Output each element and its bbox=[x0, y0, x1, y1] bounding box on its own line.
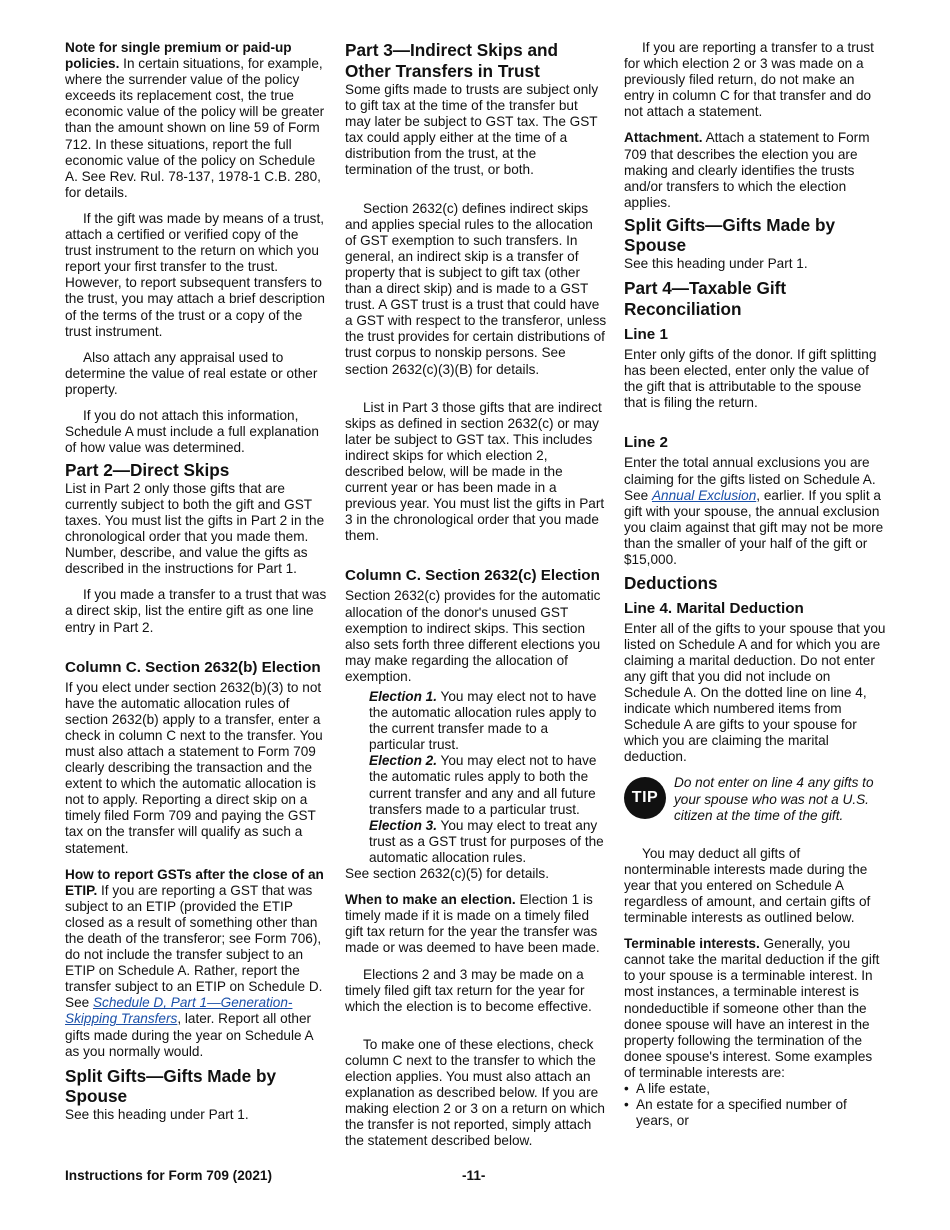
text: Attach a statement to Form 709 that describes the election you are making and clearly identifies the trusts and/or transfers to which the election applies. bbox=[624, 130, 870, 210]
paragraph: List in Part 2 only those gifts that are currently subject to both the gift and GST taxes. You must list the gifts in Part 2 in the chronological order that you made them. Number, describe, and value the gifts as described in the instructions for Part 1. bbox=[65, 480, 325, 577]
run-in-heading: Attachment. bbox=[624, 130, 703, 146]
election-label: Election 1. bbox=[369, 689, 437, 704]
tip-label: TIP bbox=[631, 789, 659, 807]
paragraph: If the gift was made by means of a trust, attach a certified or verified copy of the trust instrument to the return on which you report your first transfer to the trust. However, to report subsequent transfers to the trust, you may attach a brief description of the terms of the trust or a copy of the trust instrument. bbox=[65, 210, 325, 339]
column-2 bbox=[345, 40, 607, 1149]
text: Election 1 is timely made if it is made on a timely filed gift tax return for the year the transfer was made or was deemed to have been made. bbox=[345, 892, 600, 956]
paragraph: Enter only gifts of the donor. If gift splitting has been elected, enter only the value of the gift that is attributable to the spouse that is filing the return. bbox=[624, 347, 877, 411]
subheading-column-c: Column C. Section 2632(b) Election bbox=[65, 658, 321, 676]
paragraph: See this heading under Part 1. bbox=[624, 255, 808, 271]
column-3 bbox=[624, 40, 886, 1129]
section-heading-split-gifts: Split Gifts—Gifts Made by Spouse bbox=[65, 1065, 277, 1107]
run-in-heading: Note for single premium or paid-up policies. bbox=[65, 40, 292, 72]
list-item: • A life estate, bbox=[624, 1081, 886, 1097]
paragraph bbox=[345, 892, 607, 956]
section-heading-split-gifts: Split Gifts—Gifts Made by Spouse bbox=[624, 214, 836, 256]
page-number: -11- bbox=[462, 1168, 486, 1183]
paragraph: Elections 2 and 3 may be made on a timely filed gift tax return for the year for which the election is to become effective. bbox=[345, 966, 592, 1014]
paragraph: Section 2632(c) provides for the automatic allocation of the donor's unused GST exemption to indirect skips. This section also sets forth three different elections you may make regarding the allocation of exemption. bbox=[345, 588, 601, 684]
election-label: Election 2. bbox=[369, 753, 437, 769]
election-3 bbox=[369, 818, 607, 866]
run-in-heading: How to report GSTs after the close of an ETIP. bbox=[65, 866, 324, 898]
paragraph: Also attach any appraisal used to determine the value of real estate or other property. bbox=[65, 349, 318, 397]
paragraph: You may deduct all gifts of nonterminable interests made during the year that you entered on Schedule A regardless of amount, and certain gifts of terminable interests as outlined below. bbox=[624, 845, 871, 926]
section-heading-part4: Part 4—Taxable Gift Reconciliation bbox=[624, 278, 787, 319]
paragraph bbox=[65, 867, 327, 1060]
election-list bbox=[345, 689, 607, 866]
section-heading-deductions: Deductions bbox=[624, 573, 718, 594]
paragraph: See this heading under Part 1. bbox=[65, 1106, 249, 1122]
bullet-list bbox=[624, 1081, 886, 1129]
text: , later. Report all other gifts made during the year on Schedule A as you normally would. bbox=[65, 1011, 313, 1059]
column-1 bbox=[65, 40, 327, 1123]
election-1 bbox=[369, 689, 607, 753]
subheading-line-1: Line 1 bbox=[624, 326, 668, 344]
paragraph: See section 2632(c)(5) for details. bbox=[345, 866, 550, 882]
section-heading-part3: Part 3—Indirect Skips and Other Transfers in Trust bbox=[345, 40, 558, 81]
subheading-line-4: Line 4. Marital Deduction bbox=[624, 599, 804, 617]
paragraph: If you elect under section 2632(b)(3) to not have the automatic allocation rules of section 2632(b) apply to a transfer, enter a check in column C next to the transfer. You must also attach a statement to Form 709 clearly describing the transaction and the extent to which the automatic allocation is not to apply. Reporting a direct skip on a timely filed Form 709 and paying the GST tax on the transfer will qualify as such a statement. bbox=[65, 679, 323, 856]
text: Enter the total annual exclusions you are claiming for the gifts listed on Schedule A. See bbox=[624, 455, 876, 503]
text: In certain situations, for example, where the surrender value of the policy exceeds its replacement cost, the true economic value of the policy will be greater than the amount shown on line 59 of Form 712. In these situations, report the full economic value of the policy on Schedule A. See Rev. Rul. 78-137, 1978-1 C.B. 280, for details. bbox=[65, 56, 325, 200]
list-item: • An estate for a specified number of years, or bbox=[624, 1097, 886, 1129]
election-2 bbox=[369, 753, 607, 817]
tip-text: Do not enter on line 4 any gifts to your spouse who was not a U.S. citizen at the time of the gift. bbox=[674, 775, 874, 823]
paragraph: If you made a transfer to a trust that was a direct skip, list the entire gift as one line entry in Part 2. bbox=[65, 587, 327, 635]
run-in-heading: Terminable interests. bbox=[624, 936, 760, 952]
footer-title: Instructions for Form 709 (2021) bbox=[65, 1168, 272, 1183]
tip-icon bbox=[624, 777, 666, 819]
paragraph: Section 2632(c) defines indirect skips and applies special rules to the allocation of GST exemption to such transfers. In general, an indirect skip is a transfer of property that is subject to gift tax (other than a direct skip) and is made to a GST trust. A GST trust is a trust that could have a GST with respect to the transferor, unless the trust provides for certain distributions of trust corpus to nonskip persons. See section 2632(c)(3)(B) for details. bbox=[345, 200, 607, 377]
paragraph: List in Part 3 those gifts that are indirect skips as defined in section 2632(c) or may later be subject to GST tax. This includes indirect skips for which election 2, described below, will be made in the current year or has been made in a previous year. You must list the gifts in Part 3 in the chronological order that you made them. bbox=[345, 399, 605, 544]
text: If you are reporting a GST that was subject to an ETIP (provided the ETIP closed as a result of something other than the death of the transferor; see Form 706), do not include the transfer subject to an ETIP on Schedule A. Rather, report the transfer subject to an ETIP on Schedule D. See bbox=[65, 882, 323, 1011]
paragraph: If you do not attach this information, Schedule A must include a full explanation of how value was determined. bbox=[65, 407, 319, 456]
paragraph bbox=[624, 130, 886, 210]
text: You may elect not to have the automatic allocation rules apply to the current transfer made to a particular trust. bbox=[369, 689, 597, 753]
election-label: Election 3. bbox=[369, 817, 437, 833]
subheading-column-c: Column C. Section 2632(c) Election bbox=[345, 567, 600, 585]
text: Generally, you cannot take the marital deduction if the gift to your spouse is a terminable interest. In most instances, a terminable interest is nondeductible if someone other than the donee spouse will have an interest in the property following the termination of the donee spouse's interest. Some examples of terminable interests are: bbox=[624, 936, 880, 1080]
schedule-d-link[interactable]: Schedule D, Part 1—Generation-Skipping Transfers bbox=[65, 995, 293, 1027]
paragraph bbox=[624, 936, 886, 1081]
paragraph: To make one of these elections, check column C next to the transfer to which the election applies. You must also attach an explanation as described below. If you are making election 2 or 3 on a return on which the transfer is not reported, simply attach the statement described below. bbox=[345, 1036, 605, 1149]
text: You may elect not to have the automatic rules apply to both the current transfer and any and all future transfers made to a particular trust. bbox=[369, 753, 597, 817]
section-heading-part2: Part 2—Direct Skips bbox=[65, 460, 230, 481]
text: , earlier. If you split a gift with your spouse, the annual exclusion you claim against that gift may not be more than the smaller of your half of the gift or $15,000. bbox=[624, 487, 884, 567]
subheading-line-2: Line 2 bbox=[624, 434, 668, 452]
paragraph: Some gifts made to trusts are subject only to gift tax at the time of the transfer but may later be subject to GST tax. The GST tax could apply either at the time of a distribution from the trust, at the termination of the trust, or both. bbox=[345, 82, 599, 178]
paragraph bbox=[65, 40, 327, 201]
paragraph: If you are reporting a transfer to a trust for which election 2 or 3 was made on a previously filed return, do not make an entry in column C for that transfer and do not attach a statement. bbox=[624, 40, 874, 120]
text: You may elect to treat any trust as a GST trust for purposes of the automatic allocation rules. bbox=[369, 817, 604, 865]
run-in-heading: When to make an election. bbox=[345, 892, 516, 908]
tip-box bbox=[624, 775, 886, 823]
paragraph bbox=[624, 455, 886, 568]
annual-exclusion-link[interactable]: Annual Exclusion bbox=[651, 487, 757, 503]
paragraph: Enter all of the gifts to your spouse that you listed on Schedule A and for which you are claiming a marital deduction. Do not enter any gift that you did not include on Schedule A. On the dotted line on line 4, indicate which numbered items from Schedule A are gifts to your spouse for which you are claiming the marital deduction. bbox=[624, 620, 886, 765]
